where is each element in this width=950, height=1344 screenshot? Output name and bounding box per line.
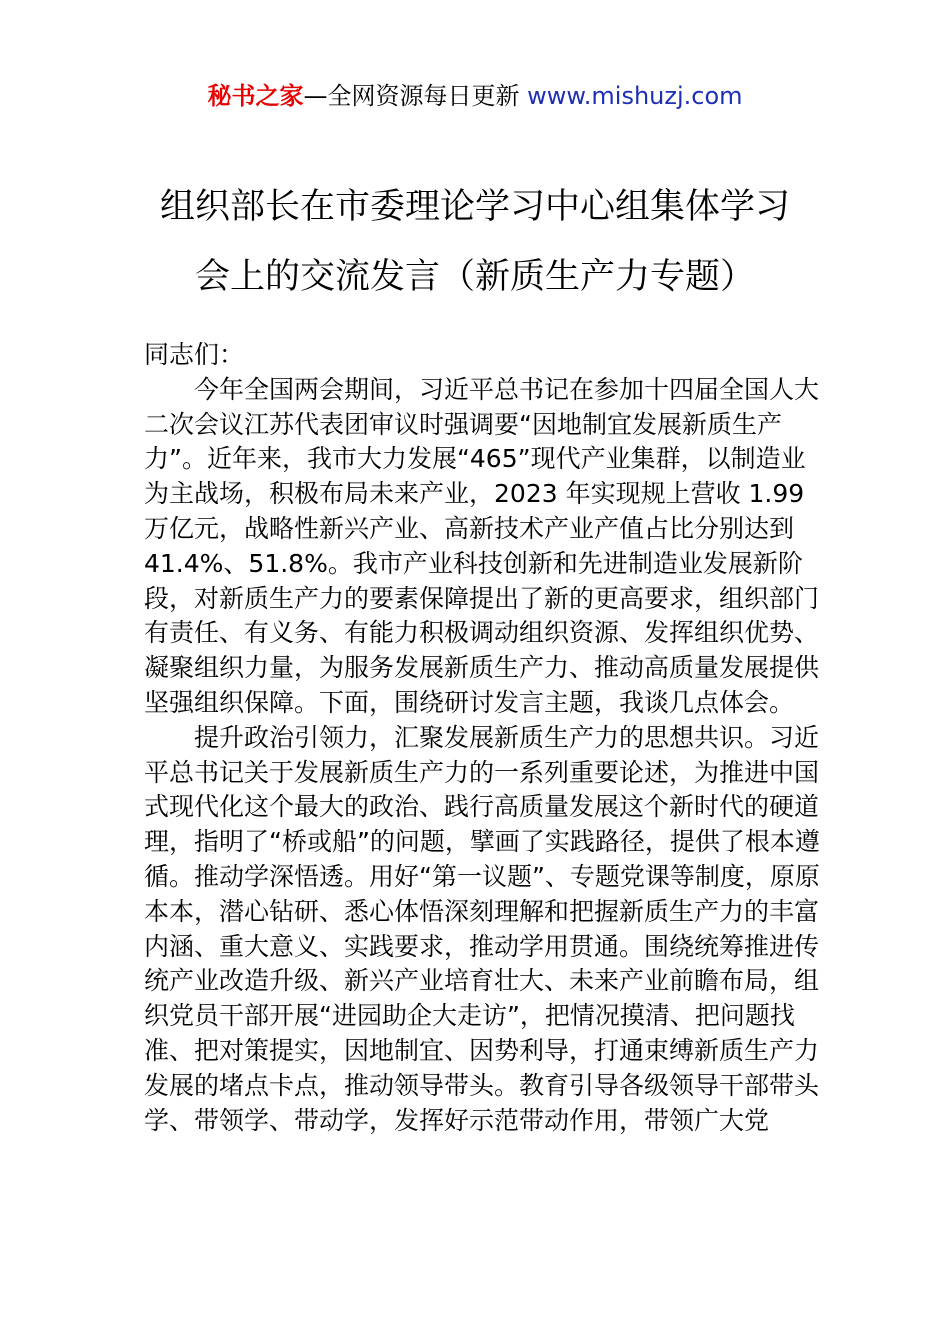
- paragraph-2: 提升政治引领力，汇聚发展新质生产力的思想共识。习近平总书记关于发展新质生产力的一系列重要论述，为推进中国式现代化这个最大的政治、践行高质量发展这个新时代的硬道理，指明了“桥或船”的问题，擘画了实践路径，提供了根本遵循。推动学深悟透。用好“第一议题”、专题党课等制度，原原本本，潜心钻研、悉心体悟深刻理解和把握新质生产力的丰富内涵、重大意义、实践要求，推动学用贯通。围绕统筹推进传统产业改造升级、新兴产业培育壮大、未来产业前瞻布局，组织党员干部开展“进园助企大走访”，把情况摸清、把问题找准、把对策提实，因地制宜、因势利导，打通束缚新质生产力发展的堵点卡点，推动领导带头。教育引导各级领导干部带头学、带领学、带动学，发挥好示范带动作用，带领广大党: [144, 722, 820, 1135]
- document-body: [144, 338, 824, 1138]
- title-line-1: 组织部长在市委理论学习中心组集体学习: [159, 187, 790, 227]
- site-url-link[interactable]: www.mishuzj.com: [527, 82, 743, 110]
- site-tagline: —全网资源每日更新: [303, 82, 528, 110]
- site-brand: 秘书之家: [207, 82, 304, 110]
- document-title: [0, 172, 950, 312]
- title-line-2: 会上的交流发言（新质生产力专题）: [194, 257, 755, 297]
- salutation: 同志们：: [144, 340, 245, 369]
- site-header: [0, 80, 950, 112]
- paragraph-1: 今年全国两会期间，习近平总书记在参加十四届全国人大二次会议江苏代表团审议时强调要“因地制宜发展新质生产力”。近年来，我市大力发展“465”现代产业集群，以制造业为主战场，积极布局未来产业，2023 年实现规上营收 1.99 万亿元，战略性新兴产业、高新技术产业产值占比分别达到 41.4%、51.8%。我市产业科技创新和先进制造业发展新阶段，对新质生产力的要素保障提出了新的更高要求，组织部门有责任、有义务、有能力积极调动组织资源、发挥组织优势、凝聚组织力量，为服务发展新质生产力、推动高质量发展提供坚强组织保障。下面，围绕研讨发言主题，我谈几点体会。: [144, 374, 820, 717]
